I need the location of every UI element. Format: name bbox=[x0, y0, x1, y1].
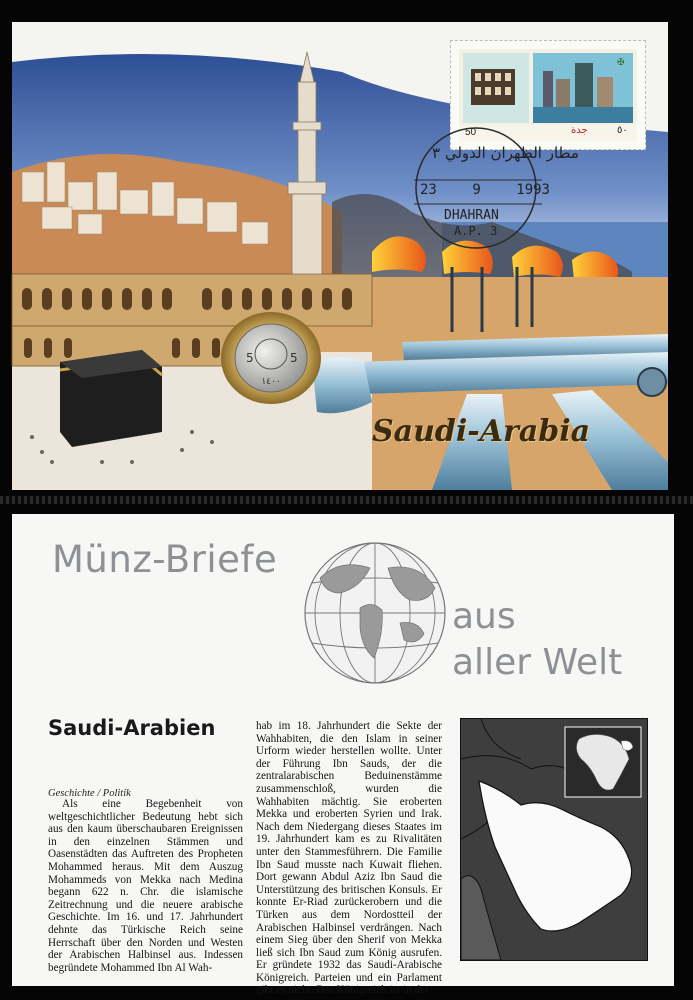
history-column-2 bbox=[256, 720, 442, 997]
svg-text:✠: ✠ bbox=[617, 58, 625, 68]
album-divider bbox=[0, 496, 693, 504]
postmark-arabic: مطار الظهران الدولي ٣ bbox=[432, 144, 579, 162]
title-aus: aus bbox=[452, 596, 516, 637]
info-card bbox=[12, 514, 674, 997]
coin-denomination-right: 5 bbox=[290, 351, 298, 365]
history-column-1 bbox=[48, 798, 243, 974]
stamp-city-caption: جدة bbox=[571, 125, 588, 136]
postmark-month: 9 bbox=[472, 182, 481, 198]
globe-icon bbox=[300, 538, 450, 688]
postmark-day: 23 bbox=[420, 182, 437, 198]
stamp-value-right: ٥٠ bbox=[617, 125, 628, 136]
arabian-peninsula-map bbox=[460, 718, 648, 961]
history-text-1: Als eine Begebenheit von weltgeschichtlicher Bedeutung hebt sich aus den kaum überschaubaren Ereignissen in den einzelnen Stämmen und Oasenstädten das Auftreten des Propheten Mohammed heraus. Mit dem Auszug Mohammeds von Mekka nach Medina begann 622 n. Chr. die islamische Zeitrechnung und die neuere arabische Geschichte. Im 16. und 17. Jahrhundert dehnte das Türkische Reich seine Herrschaft über den Norden und Westen der Arabischen Halbinsel aus. Indessen begründete Mohammed Ibn Al Wah- bbox=[48, 798, 243, 974]
title-munz-briefe: Münz-Briefe bbox=[52, 538, 278, 581]
postmark-city: DHAHRAN bbox=[444, 208, 499, 223]
postmark-year: 1993 bbox=[516, 182, 550, 198]
postmark-code: A.P. 3 bbox=[454, 224, 498, 238]
stamp-value-left: 50 bbox=[465, 127, 477, 138]
coin-envelope bbox=[12, 22, 668, 490]
section-label: Geschichte / Politik bbox=[48, 788, 131, 799]
country-label: Saudi-Arabia bbox=[372, 414, 591, 449]
coin-denomination-left: 5 bbox=[246, 351, 254, 365]
coin bbox=[218, 310, 324, 406]
title-aller-welt: aller Welt bbox=[452, 642, 623, 683]
history-text-2: hab im 18. Jahrhundert die Sekte der Wahhabiten, die den Islam in seiner Urform wieder herstellen wollte. Unter der Führung Ibn Sauds, der die zentralarabischen Beduinenstämme zusammenschloß, wurden die Wahhabiten mächtig. Sie eroberten Mekka und eroberten Syrien und Irak. Nach dem Niedergang dieses Staates im 19. Jahrhundert kam es zu Rivalitäten unter den Stammesführern. Die Familie Ibn Saud musste nach Kuwait fliehen. Dort gewann Abdul Aziz Ibn Saud die Unterstützung des britischen Konsuls. Er konnte Er-Riad zurückerobern und die Türken aus dem Nordostteil der Arabischen Halbinsel verdrängen. Nach einem Sieg über den Sherif von Mekka ließ sich Ibn Saud zum König ausrufen. Er gründete 1932 das Saudi-Arabische Königreich. Parteien und ein Parlament gibt es nicht. Das Königreich ist in der bbox=[256, 720, 442, 997]
country-heading: Saudi-Arabien bbox=[48, 716, 216, 740]
coin-year: ١٤٠٠ bbox=[261, 377, 281, 387]
kaaba bbox=[60, 350, 162, 447]
postmark bbox=[404, 122, 579, 252]
